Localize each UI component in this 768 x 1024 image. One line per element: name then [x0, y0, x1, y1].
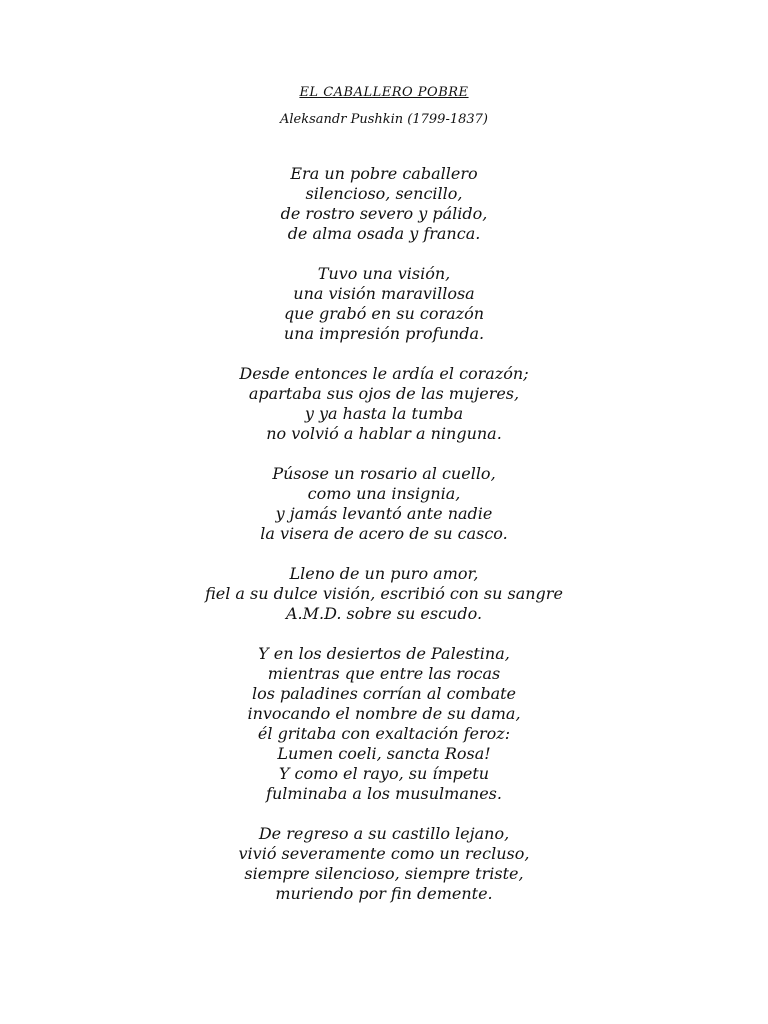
stanza-3 [0, 364, 768, 444]
stanza-2 [0, 264, 768, 344]
poem-line: una impresión profunda. [283, 324, 485, 343]
poem-line: los paladines corrían al combate [251, 684, 517, 703]
poem-line: Desde entonces le ardía el corazón; [239, 364, 529, 383]
poem-line: que grabó en su corazón [283, 304, 485, 323]
poem-line: Lleno de un puro amor, [289, 564, 479, 583]
poem-line: Y como el rayo, su ímpetu [278, 764, 490, 783]
poem-line: apartaba sus ojos de las mujeres, [248, 384, 520, 403]
poem-line: él gritaba con exaltación feroz: [257, 724, 511, 743]
poem-line: no volvió a hablar a ninguna. [266, 424, 502, 443]
poem-line: Lumen coeli, sancta Rosa! [277, 744, 491, 763]
stanza-5 [0, 564, 768, 624]
poem-line: Era un pobre caballero [290, 164, 478, 183]
poem-line: de rostro severo y pálido, [280, 204, 488, 223]
poem-line: fiel a su dulce visión, escribió con su sangre [205, 584, 563, 603]
poem-line: A.M.D. sobre su escudo. [285, 604, 483, 623]
poem-line: Tuvo una visión, [317, 264, 451, 283]
stanza-4 [0, 464, 768, 544]
poem-line: mientras que entre las rocas [267, 664, 501, 683]
poem-line: invocando el nombre de su dama, [247, 704, 521, 723]
poem-line: Púsose un rosario al cuello, [272, 464, 496, 483]
poem-line: vivió severamente como un recluso, [238, 844, 530, 863]
poem-line: y ya hasta la tumba [304, 404, 464, 423]
poem-line: la visera de acero de su casco. [260, 524, 508, 543]
poem-line: una visión maravillosa [293, 284, 475, 303]
stanza-1 [0, 164, 768, 244]
poem-author: Aleksandr Pushkin (1799-1837) [280, 112, 488, 127]
poem-line: silencioso, sencillo, [305, 184, 463, 203]
poem-line: Y en los desiertos de Palestina, [258, 644, 510, 663]
poem-line: fulminaba a los musulmanes. [266, 784, 502, 803]
poem-line: De regreso a su castillo lejano, [258, 824, 510, 843]
poem-line: de alma osada y franca. [287, 224, 481, 243]
poem-body [0, 164, 768, 924]
stanza-7 [0, 824, 768, 904]
poem-line: siempre silencioso, siempre triste, [244, 864, 524, 883]
poem-line: y jamás levantó ante nadie [275, 504, 493, 523]
poem-title: EL CABALLERO POBRE [299, 85, 469, 100]
poem-line: como una insignia, [307, 484, 461, 503]
stanza-6 [0, 644, 768, 804]
poem-line: muriendo por fin demente. [275, 884, 493, 903]
